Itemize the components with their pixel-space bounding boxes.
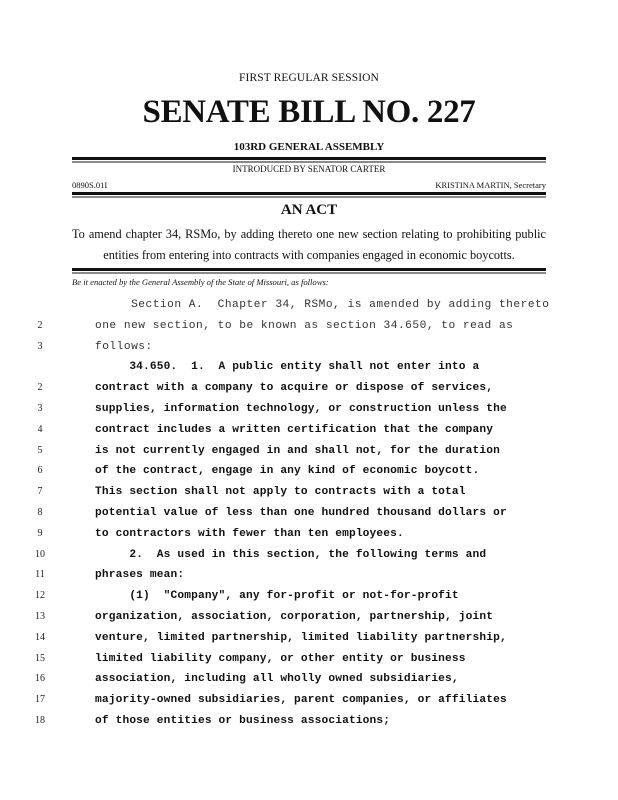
line-number: 18 <box>35 714 45 726</box>
bill-line <box>0 399 618 420</box>
line-text: association, including all wholly owned subsidiaries, <box>95 673 459 686</box>
bill-line <box>0 295 618 316</box>
line-number: 13 <box>35 610 45 622</box>
bill-line <box>0 711 618 732</box>
line-number: 16 <box>35 673 45 685</box>
session-label: FIRST REGULAR SESSION <box>239 72 379 84</box>
line-text: 2. As used in this section, the following terms and <box>95 548 487 561</box>
line-text: potential value of less than one hundred thousand dollars or <box>95 506 507 519</box>
line-text: of the contract, engage in any kind of economic boycott. <box>95 465 480 478</box>
line-text: majority-owned subsidiaries, parent companies, or affiliates <box>95 694 507 707</box>
line-number: 6 <box>37 465 43 477</box>
line-number: 15 <box>35 652 45 664</box>
line-text: venture, limited partnership, limited liability partnership, <box>95 631 507 644</box>
lr-number: 0890S.01I <box>72 180 108 190</box>
bill-line <box>0 669 618 690</box>
line-number: 4 <box>37 423 43 435</box>
line-text: one new section, to be known as section 34.650, to read as <box>95 319 514 332</box>
bill-line <box>0 316 618 337</box>
line-number: 2 <box>37 382 43 394</box>
line-text: contract with a company to acquire or dispose of services, <box>95 382 494 395</box>
line-text: follows: <box>95 340 153 353</box>
act-description-line: To amend chapter 34, RSMo, by adding thereto one new section relating to prohibiting public <box>72 227 546 241</box>
secretary-name: KRISTINA MARTIN, Secretary <box>435 180 546 190</box>
double-rule-divider <box>72 192 546 198</box>
bill-line <box>0 649 618 670</box>
bill-line <box>0 545 618 566</box>
line-text: This section shall not apply to contracts with a total <box>95 486 466 499</box>
line-number: 3 <box>37 340 43 352</box>
line-number: 17 <box>35 694 45 706</box>
bill-line <box>0 461 618 482</box>
bill-line <box>0 628 618 649</box>
introduced-by: INTRODUCED BY SENATOR CARTER <box>232 164 386 174</box>
act-title: AN ACT <box>280 202 338 218</box>
line-number: 11 <box>35 569 45 581</box>
bill-line <box>0 524 618 545</box>
bill-line <box>0 607 618 628</box>
bill-body <box>0 295 618 732</box>
line-text: (1) "Company", any for-profit or not-for-profit <box>95 590 459 603</box>
line-text: supplies, information technology, or construction unless the <box>95 402 507 415</box>
bill-line <box>0 378 618 399</box>
assembly-label: 103RD GENERAL ASSEMBLY <box>233 141 385 153</box>
bill-line <box>0 337 618 358</box>
bill-line <box>0 690 618 711</box>
bill-line <box>0 565 618 586</box>
line-text: limited liability company, or other entity or business <box>95 652 466 665</box>
double-rule-divider <box>72 268 546 274</box>
line-text: of those entities or business associations; <box>95 714 391 727</box>
line-number: 8 <box>37 506 43 518</box>
act-description-line: entities from entering into contracts with companies engaged in economic boycotts. <box>103 248 515 262</box>
line-text: to contractors with fewer than ten employees. <box>95 527 404 540</box>
line-number: 10 <box>35 548 45 560</box>
line-text: organization, association, corporation, partnership, joint <box>95 610 494 623</box>
bill-line <box>0 357 618 378</box>
enacting-clause: Be it enacted by the General Assembly of the State of Missouri, as follows: <box>72 277 329 287</box>
line-number: 7 <box>37 486 43 498</box>
line-text: phrases mean: <box>95 569 185 582</box>
line-number: 5 <box>37 444 43 456</box>
line-text: contract includes a written certification that the company <box>95 423 494 436</box>
line-number: 3 <box>37 402 43 414</box>
bill-title: SENATE BILL NO. 227 <box>142 94 476 130</box>
bill-line <box>0 503 618 524</box>
bill-line <box>0 586 618 607</box>
line-number: 2 <box>37 319 43 331</box>
line-text: is not currently engaged in and shall not, for the duration <box>95 444 500 457</box>
double-rule-divider <box>72 157 546 163</box>
line-text: 34.650. 1. A public entity shall not enter into a <box>95 361 480 374</box>
line-number: 12 <box>35 590 45 602</box>
bill-line <box>0 441 618 462</box>
bill-line <box>0 420 618 441</box>
line-number: 14 <box>35 631 45 643</box>
line-text: Section A. Chapter 34, RSMo, is amended by adding thereto <box>95 299 550 311</box>
bill-line <box>0 482 618 503</box>
line-number: 9 <box>37 527 43 539</box>
